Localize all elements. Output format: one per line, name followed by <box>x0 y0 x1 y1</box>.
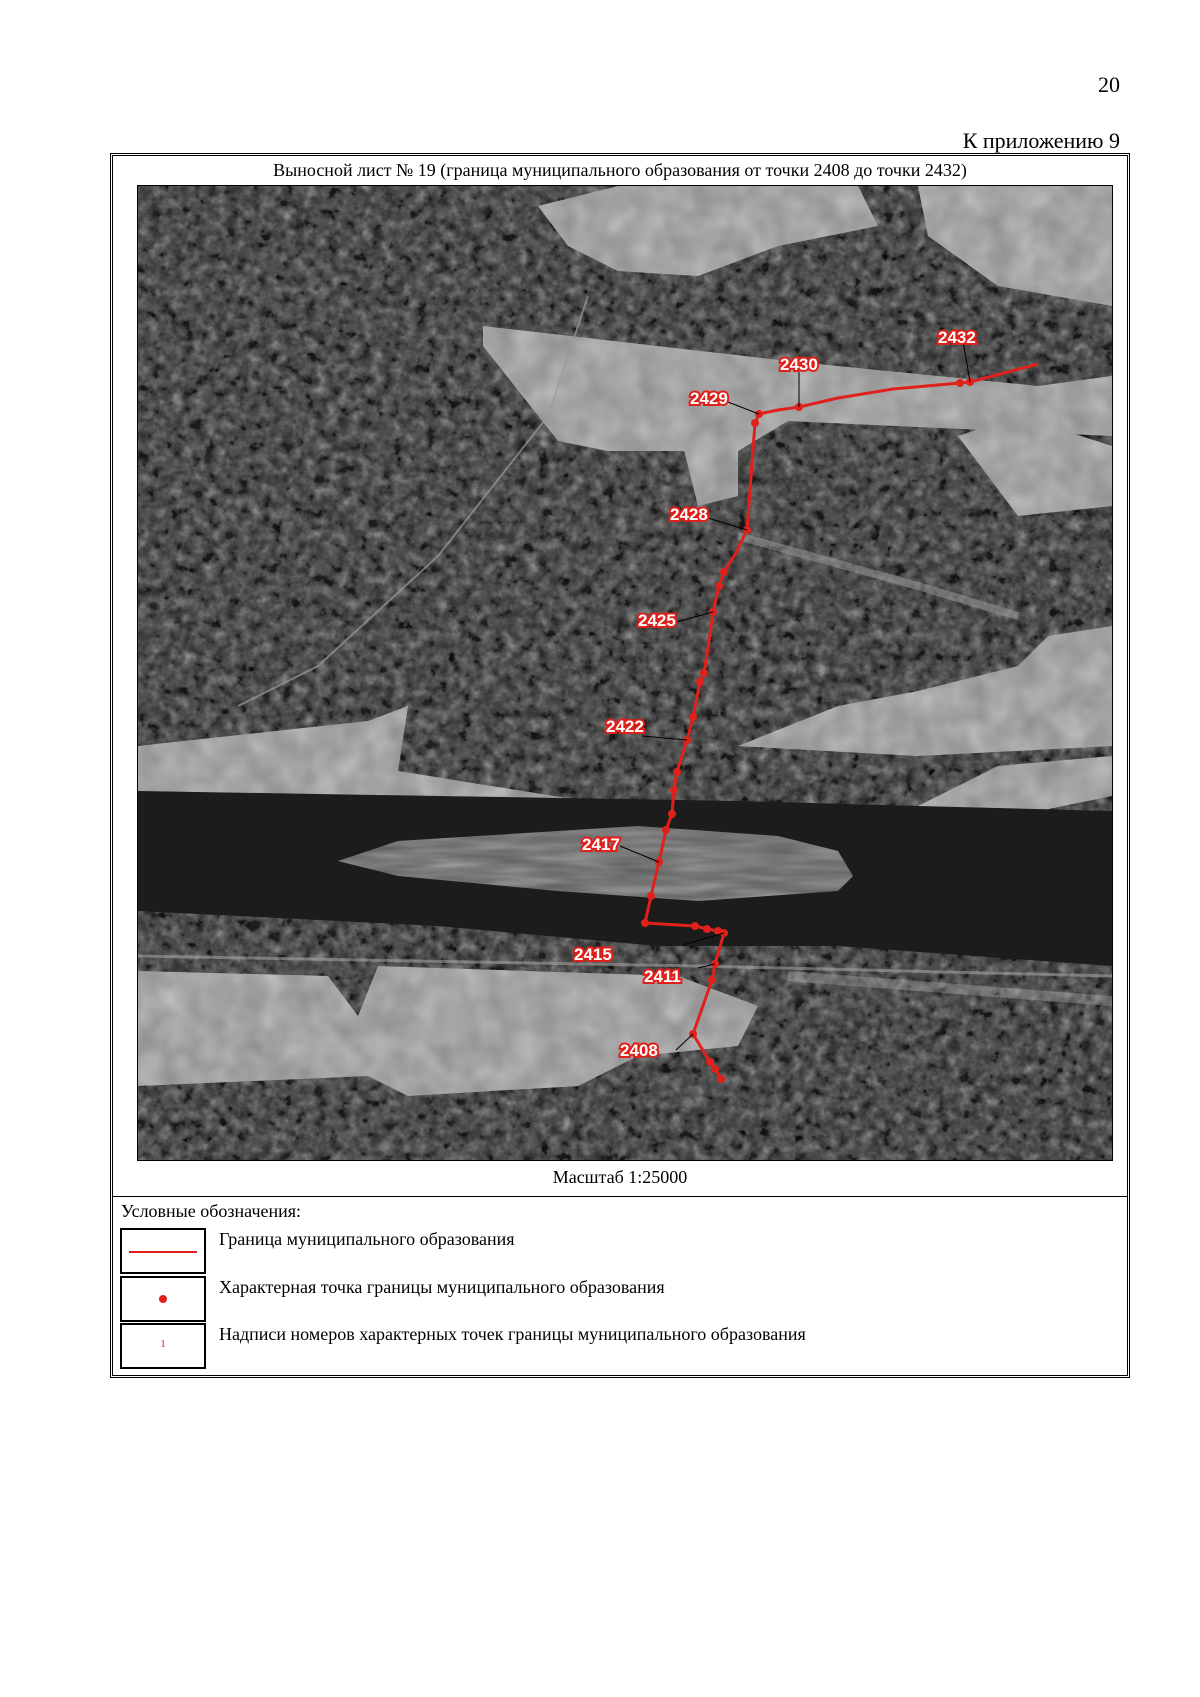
boundary-point <box>706 1058 714 1066</box>
boundary-point <box>696 678 704 686</box>
point-label-2417: 2417 <box>582 835 620 854</box>
point-label-2422: 2422 <box>606 717 644 736</box>
appendix-label: К приложению 9 <box>962 128 1120 153</box>
legend-swatch-point <box>120 1276 206 1322</box>
point-label-2428: 2428 <box>670 505 708 524</box>
boundary-point <box>700 669 708 677</box>
boundary-point <box>720 568 728 576</box>
boundary-point <box>751 419 759 427</box>
page-number: 20 <box>1098 72 1120 97</box>
boundary-point <box>956 379 964 387</box>
boundary-point <box>715 582 723 590</box>
boundary-point <box>647 892 655 900</box>
boundary-point <box>668 810 676 818</box>
boundary-point <box>689 713 697 721</box>
legend-text-boundary: Граница муниципального образования <box>219 1229 515 1249</box>
legend-swatch-line <box>120 1228 206 1274</box>
boundary-point <box>708 976 716 984</box>
boundary-point <box>662 826 670 834</box>
point-label-2432: 2432 <box>938 328 976 347</box>
map-area[interactable] <box>137 185 1113 1161</box>
boundary-point <box>670 786 678 794</box>
point-label-2415: 2415 <box>574 945 612 964</box>
point-label-2425: 2425 <box>638 611 676 630</box>
point-label-2411: 2411 <box>644 967 681 986</box>
legend-text-label: Надписи номеров характерных точек границы муниципального образования <box>219 1324 806 1344</box>
point-label-2430: 2430 <box>780 355 818 374</box>
aerial-map <box>138 186 1112 1160</box>
boundary-point <box>711 1065 719 1073</box>
sheet-title: Выносной лист № 19 (граница муниципального образования от точки 2408 до точки 2432) <box>273 160 967 180</box>
legend-swatch-label <box>120 1323 206 1369</box>
boundary-point <box>691 922 699 930</box>
boundary-point <box>703 925 711 933</box>
scale-label: Масштаб 1:25000 <box>552 1167 688 1187</box>
point-label-2408: 2408 <box>620 1041 658 1060</box>
boundary-point <box>717 1075 725 1083</box>
boundary-point <box>673 768 681 776</box>
boundary-point <box>641 919 649 927</box>
legend-text-point: Характерная точка границы муниципального образования <box>219 1277 665 1297</box>
legend-separator <box>113 1196 1127 1197</box>
boundary-point-symbol <box>159 1295 167 1303</box>
point-label-2429: 2429 <box>690 389 728 408</box>
label-number-symbol: 1 <box>160 1338 166 1350</box>
boundary-line-symbol <box>129 1251 197 1253</box>
legend-title: Условные обозначения: <box>121 1201 302 1221</box>
map-sheet-frame <box>110 153 1130 1378</box>
